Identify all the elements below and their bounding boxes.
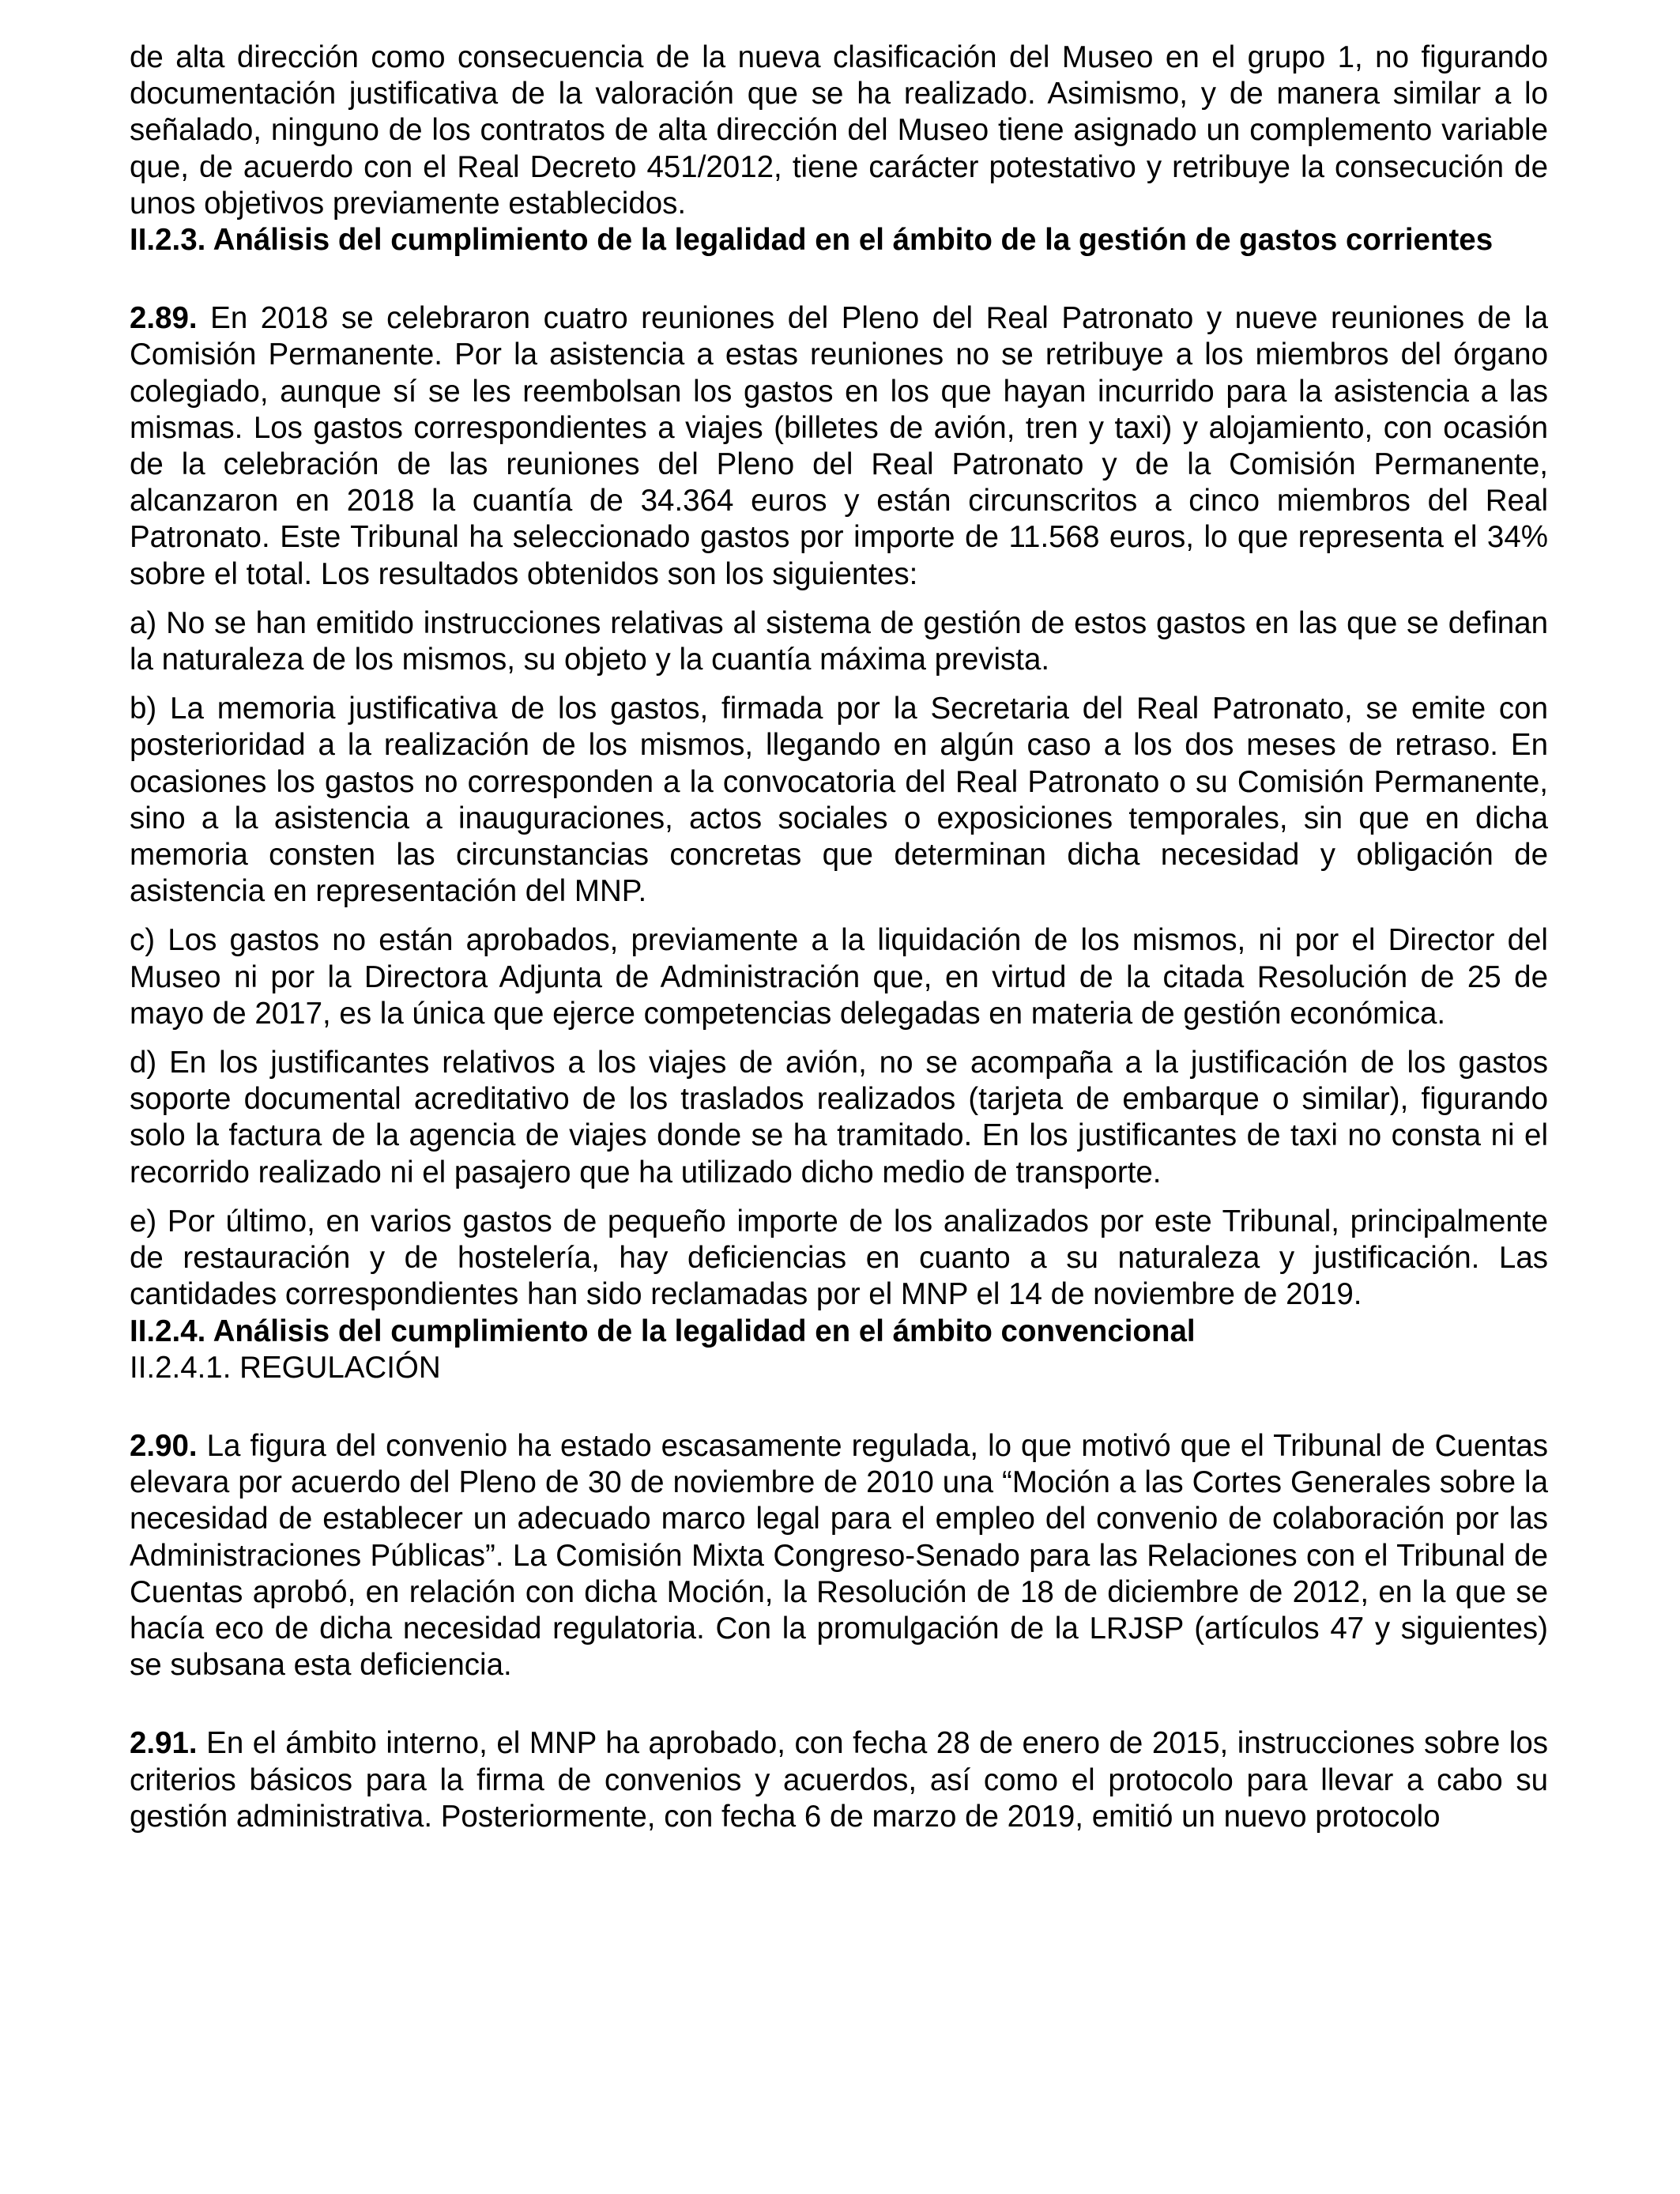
paragraph-2-89	[130, 300, 1548, 593]
paragraph-text: La figura del convenio ha estado escasamente regulada, lo que motivó que el Tribunal de Cuentas elevara por acuerdo del Pleno de 30 de noviembre de 2010 una “Moción a las Cortes Generales sobre la necesidad de establecer un adecuado marco legal para el empleo del convenio de colaboración por las Administraciones Públicas”. La Comisión Mixta Congreso-Senado para las Relaciones con el Tribunal de Cuentas aprobó, en relación con dicha Moción, la Resolución de 18 de diciembre de 2012, en la que se hacía eco de dicha necesidad regulatoria. Con la promulgación de la LRJSP (artículos 47 y siguientes) se subsana esta deficiencia.	[130, 1428, 1548, 1683]
document-page	[130, 40, 1548, 1835]
list-item-c: c) Los gastos no están aprobados, previamente a la liquidación de los mismos, ni por el Director del Museo ni por la Directora Adjunta de Administración que, en virtud de la citada Resolución de 25 de mayo de 2017, es la única que ejerce competencias delegadas en materia de gestión económica.	[130, 923, 1548, 1031]
paragraph-text: En 2018 se celebraron cuatro reuniones del Pleno del Real Patronato y nueve reuniones de la Comisión Permanente. Por la asistencia a estas reuniones no se retribuye a los miembros del órgano colegiado, aunque sí se les reembolsan los gastos en los que hayan incurrido para la asistencia a las mismas. Los gastos correspondientes a viajes (billetes de avión, tren y taxi) y alojamiento, con ocasión de la celebración de las reuniones del Pleno del Real Patronato y de la Comisión Permanente, alcanzaron en 2018 la cuantía de 34.364 euros y están circunscritos a cinco miembros del Real Patronato. Este Tribunal ha seleccionado gastos por importe de 11.568 euros, lo que representa el 34% sobre el total. Los resultados obtenidos son los siguientes:	[130, 301, 1548, 591]
list-item-b: b) La memoria justificativa de los gastos, firmada por la Secretaria del Real Patronato, se emite con posterioridad a la realización de los mismos, llegando en algún caso a los dos meses de retraso. En ocasiones los gastos no corresponden a la convocatoria del Real Patronato o su Comisión Permanente, sino a la asistencia a inauguraciones, actos sociales o exposiciones temporales, sin que en dicha memoria consten las circunstancias concretas que determinan dicha necesidad y obligación de asistencia en representación del MNP.	[130, 692, 1548, 909]
list-item-d: d) En los justificantes relativos a los viajes de avión, no se acompaña a la justificación de los gastos soporte documental acreditativo de los traslados realizados (tarjeta de embarque o similar), figurando solo la factura de la agencia de viajes donde se ha tramitado. En los justificantes de taxi no consta ni el recorrido realizado ni el pasajero que ha utilizado dicho medio de transporte.	[130, 1046, 1548, 1189]
section-heading-2-2-3: II.2.3. Análisis del cumplimiento de la legalidad en el ámbito de la gestión de gastos corrientes	[130, 223, 1494, 258]
paragraph-2-90	[130, 1428, 1548, 1683]
list-item-e: e) Por último, en varios gastos de pequeño importe de los analizados por este Tribunal, principalmente de restauración y de hostelería, hay deficiencias en cuanto a su naturaleza y justificación. Las cantidades correspondientes han sido reclamadas por el MNP el 14 de noviembre de 2019.	[130, 1204, 1548, 1312]
paragraph-text: En el ámbito interno, el MNP ha aprobado, con fecha 28 de enero de 2015, instrucciones sobre los criterios básicos para la firma de convenios y acuerdos, así como el protocolo para llevar a cabo su gestión administrativa. Posteriormente, con fecha 6 de marzo de 2019, emitió un nuevo protocolo	[130, 1726, 1548, 1834]
paragraph-number: 2.90.	[130, 1428, 198, 1463]
section-heading-2-2-4: II.2.4. Análisis del cumplimiento de la legalidad en el ámbito convencional	[130, 1314, 1196, 1348]
list-item-a: a) No se han emitido instrucciones relativas al sistema de gestión de estos gastos en las que se definan la naturaleza de los mismos, su objeto y la cuantía máxima prevista.	[130, 605, 1548, 677]
paragraph-number: 2.89.	[130, 301, 198, 336]
intro-paragraph: de alta dirección como consecuencia de la nueva clasificación del Museo en el grupo 1, no figurando documentación justificativa de la valoración que se ha realizado. Asimismo, y de manera similar a lo señalado, ninguno de los contratos de alta dirección del Museo tiene asignado un complemento variable que, de acuerdo con el Real Decreto 451/2012, tiene carácter potestativo y retribuye la consecución de unos objetivos previamente establecidos.	[130, 40, 1548, 221]
paragraph-2-91	[130, 1725, 1548, 1835]
subsection-heading-2-2-4-1: II.2.4.1. REGULACIÓN	[130, 1350, 441, 1385]
paragraph-number: 2.91.	[130, 1726, 198, 1761]
